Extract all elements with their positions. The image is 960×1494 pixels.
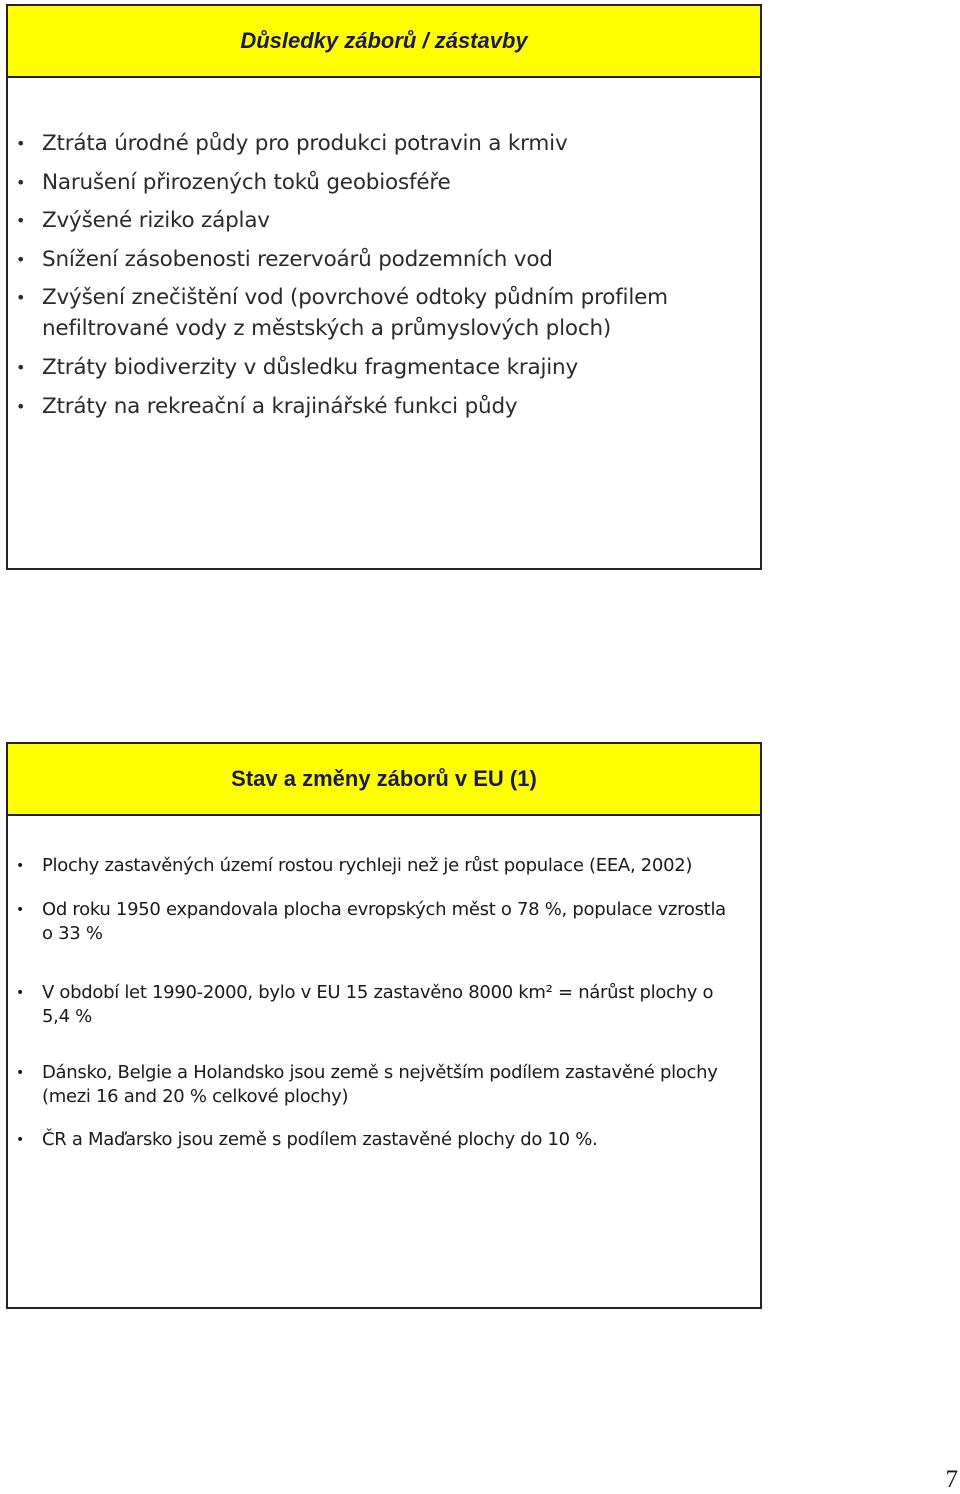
bullet-icon: • (16, 1064, 24, 1081)
list-item (8, 981, 760, 1030)
slide-title-bar (8, 744, 760, 816)
page-number: 7 (945, 1466, 958, 1493)
list-item (8, 854, 760, 879)
list-item (8, 167, 760, 198)
slide-eu-land-take (6, 742, 762, 1309)
list-item-text: Ztráty biodiverzity v důsledku fragmentace krajiny (42, 354, 579, 380)
list-item (8, 244, 760, 275)
bullet-icon: • (16, 249, 26, 269)
list-item-text: Od roku 1950 expandovala plocha evropských měst o 78 %, populace vzrostla o 33 % (42, 898, 726, 944)
list-item (8, 282, 760, 344)
bullet-icon: • (16, 984, 24, 1001)
bullet-list (8, 128, 760, 429)
slide-title: Stav a změny záborů v EU (1) (231, 766, 537, 791)
list-item (8, 128, 760, 159)
bullet-icon: • (16, 396, 26, 416)
bullet-icon: • (16, 172, 26, 192)
bullet-icon: • (16, 901, 24, 918)
bullet-icon: • (16, 357, 26, 377)
list-item (8, 1128, 760, 1153)
list-item-text: Ztráta úrodné půdy pro produkci potravin a krmiv (42, 131, 568, 156)
list-item-text: Zvýšené riziko záplav (42, 208, 270, 234)
list-item (8, 391, 760, 422)
list-item-text: ČR a Maďarsko jsou země s podílem zastavěné plochy do 10 %. (42, 1128, 598, 1150)
slide-title-bar (8, 6, 760, 78)
slide-title: Důsledky záborů / zástavby (240, 28, 528, 53)
list-item-text: Dánsko, Belgie a Holandsko jsou země s největším podílem zastavěné plochy (mezi 16 and 20 % celkové plochy) (42, 1061, 718, 1107)
bullet-icon: • (16, 211, 26, 231)
list-item (8, 205, 760, 236)
list-item-text: Narušení přirozených toků geobiosféře (42, 169, 451, 195)
bullet-list (8, 854, 760, 1152)
slide-consequences (6, 4, 762, 570)
list-item (8, 1061, 760, 1110)
list-item-text: Plochy zastavěných území rostou rychleji než je růst populace (EEA, 2002) (42, 855, 693, 876)
bullet-icon: • (16, 134, 26, 153)
list-item-text: Zvýšení znečištění vod (povrchové odtoky půdním profilem nefiltrované vody z městských a průmyslových ploch) (42, 285, 668, 342)
list-item-text: Ztráty na rekreační a krajinářské funkci půdy (42, 393, 518, 419)
list-item (8, 352, 760, 383)
list-item-text: V období let 1990-2000, bylo v EU 15 zastavěno 8000 km² = nárůst plochy o 5,4 % (42, 981, 714, 1027)
list-item (8, 898, 760, 947)
list-item-text: Snížení zásobenosti rezervoárů podzemních vod (42, 246, 553, 272)
bullet-icon: • (16, 858, 24, 874)
bullet-icon: • (16, 288, 26, 308)
bullet-icon: • (16, 1131, 24, 1148)
